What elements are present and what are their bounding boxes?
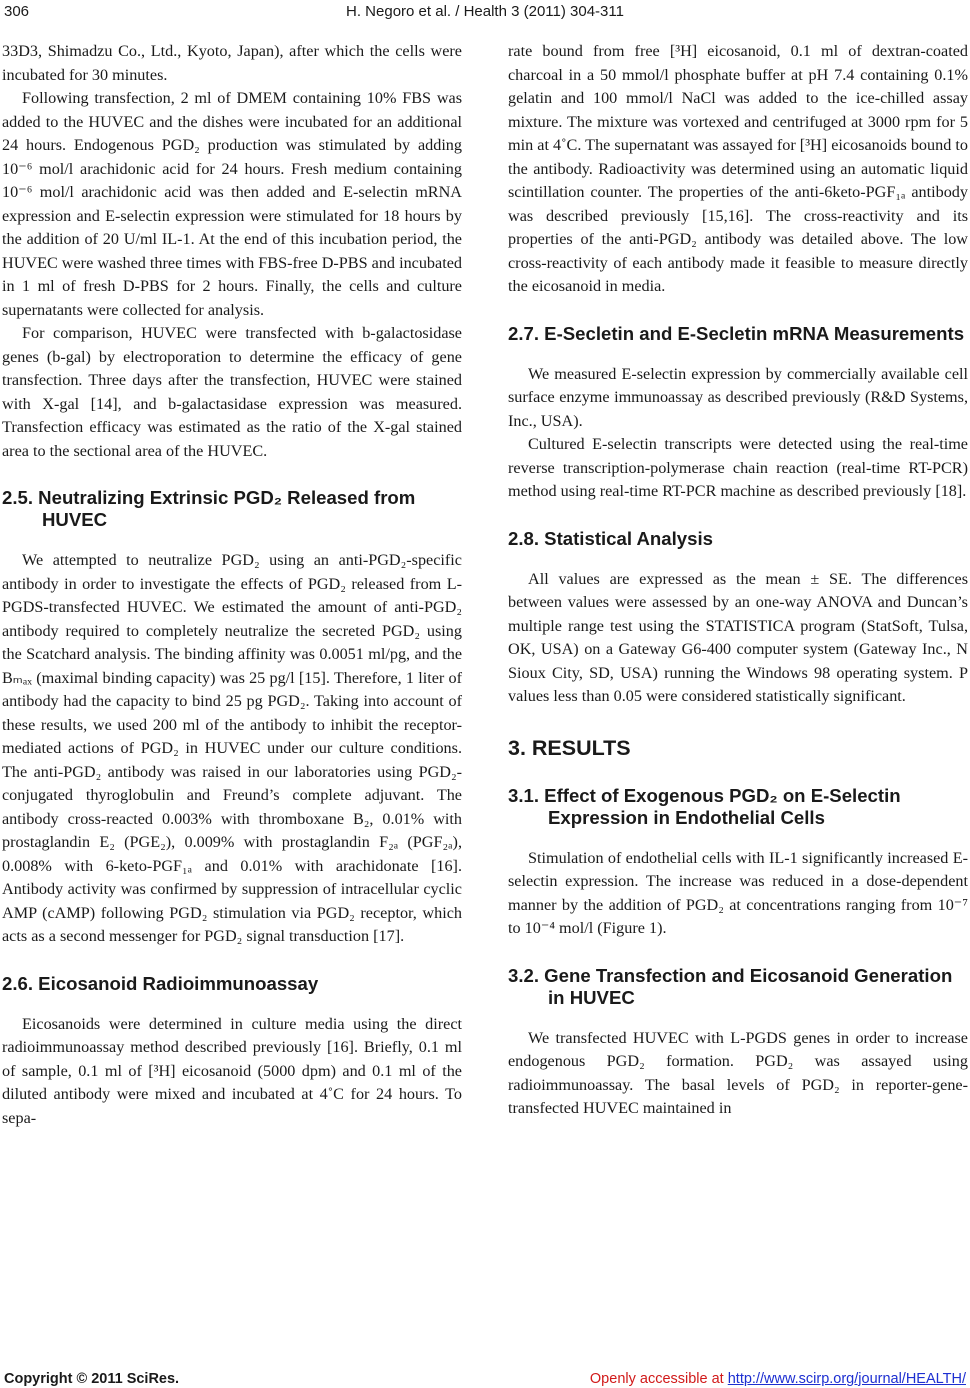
paragraph: We attempted to neutralize PGD₂ using an anti-PGD₂-specific antibody in order to investigate the effects of PGD₂ released from L-PGDS-transfected HUVEC. We estimated the amount of anti-PGD₂ antibody required to completely neutralize the secreted PGD₂ using the Scatchard analysis. The binding affinity was 0.0051 ml/pg, and the Bₘₐₓ (maximal binding capacity) was 25 pg/l [15]. Therefore, 1 liter of antibody had the capacity to bind 25 pg PGD₂. Taking into account of these results, we used 200 ml of the antibody to inhibit the receptor-mediated actions of PGD₂ in HUVEC under our culture conditions. The anti-PGD₂ antibody was raised in our laboratories using PGD₂-conjugated thyroglobulin and Freund’s complete adjuvant. The antibody cross-reacted 0.003% with thromboxane B₂, 0.01% with prostaglandin E₂ (PGE₂), 0.009% with prostaglandin F₂ₐ (PGF₂ₐ), 0.008% with 6-keto-PGF₁ₐ and 0.01% with arachidonate [16]. Antibody activity was confirmed by suppression of intracellular cyclic AMP (cAMP) following PGD₂ stimulation via PGD₂ receptor, which acts as a second messenger for PGD₂ signal transduction [17]. xyxy=(2,551,462,945)
paragraph: We transfected HUVEC with L-PGDS genes in order to increase endogenous PGD₂ formation. PGD₂ was assayed using radioimmunoassay. The basal levels of PGD₂ in reporter-gene-transfected HUVEC maintained in xyxy=(508,1028,968,1117)
paragraph: Stimulation of endothelial cells with IL-1 significantly increased E-selectin expression. The increase was reduced in a dose-dependent manner by the addition of PGD₂ at concentrations ranging from 10⁻⁷ to 10⁻⁴ mol/l (Figure 1). xyxy=(508,848,968,937)
footer-access-prefix: Openly accessible at xyxy=(589,1371,728,1387)
section-heading-2-6: 2.6. Eicosanoid Radioimmunoassay xyxy=(2,972,319,994)
paragraph: Eicosanoids were determined in culture media using the direct radioimmunoassay method described previously [16]. Briefly, 0.1 ml of sample, 0.1 ml of [³H] eicosanoid (5000 dpm) and 0.1 ml of the diluted antibody were mixed and incubated at 4˚C for 24 hours. To sepa- xyxy=(2,1014,462,1127)
footer-access xyxy=(590,1371,966,1387)
journal-link[interactable]: http://www.scirp.org/journal/HEALTH/ xyxy=(727,1371,966,1387)
section-heading-results: 3. RESULTS xyxy=(508,735,631,760)
footer-copyright: Copyright © 2011 SciRes. xyxy=(4,1371,180,1387)
page-number: 306 xyxy=(4,3,30,20)
right-column xyxy=(508,40,968,1121)
paragraph: rate bound from free [³H] eicosanoid, 0.1 ml of dextran-coated charcoal in a 50 mmol/l phosphate buffer at pH 7.4 containing 0.1% gelatin and 100 mmol/l NaCl was added to the ice-chilled assay mixture. The mixture was vortexed and centrifuged at 3000 rpm for 5 min at 4˚C. The supernatant was assayed for [³H] eicosanoids bound to the antibody. Radioactivity was determined using an automatic liquid scintillation counter. The properties of the anti-6keto-PGF₁ₐ antibody was described previously [15,16]. The cross-reactivity and its properties of the anti-PGD₂ antibody was detailed above. The low cross-reactivity of each antibody made it feasible to measure directly the eicosanoid in media. xyxy=(508,42,968,295)
paragraph: Cultured E-selectin transcripts were detected using the real-time reverse transcription-polymerase chain reaction (real-time RT-PCR) method using real-time RT-PCR machine as described previously [18]. xyxy=(508,435,968,500)
section-heading-3-1: 3.1. Effect of Exogenous PGD₂ on E-Selectin Expression in Endothelial Cells xyxy=(508,784,901,828)
paragraph: For comparison, HUVEC were transfected with b-galactosidase genes (b-gal) by electroporation to determine the efficacy of gene transfection. Three days after the transfection, HUVEC were stained with X-gal [14], and b-galactasidase expression was measured. Transfection efficacy was estimated as the ratio of the X-gal stained area to the sectional area of the HUVEC. xyxy=(2,324,462,460)
paragraph: All values are expressed as the mean ± SE. The differences between values were assessed by an one-way ANOVA and Duncan’s multiple range test using the STATISTICA program (StatSoft, Tulsa, OK, USA) on a Gateway G6-400 computer system (Gateway Inc., N Sioux City, SD, USA) running the Windows 98 operating system. P values less than 0.05 were considered statistically significant. xyxy=(508,569,968,705)
running-title: H. Negoro et al. / Health 3 (2011) 304-311 xyxy=(346,3,624,20)
paragraph: We measured E-selectin expression by commercially available cell surface enzyme immunoassay as described previously (R&D Systems, Inc., USA). xyxy=(508,364,968,430)
paragraph: Following transfection, 2 ml of DMEM containing 10% FBS was added to the HUVEC and the dishes were incubated for an additional 24 hours. Endogenous PGD₂ production was stimulated by adding 10⁻⁶ mol/l arachidonic acid for 24 hours. Fresh medium containing 10⁻⁶ mol/l arachidonic acid was then added and E-selectin mRNA expression and E-selectin expression were stimulated for 18 hours by the addition of 20 U/ml IL-1. At the end of this incubation period, the HUVEC were washed three times with FBS-free D-PBS and incubated in 1 ml of fresh D-PBS for 2 hours. Finally, the cells and culture supernatants were collected for analysis. xyxy=(2,89,462,319)
section-heading-3-2: 3.2. Gene Transfection and Eicosanoid Generation in HUVEC xyxy=(508,964,953,1008)
section-heading-2-8: 2.8. Statistical Analysis xyxy=(508,527,713,549)
paragraph: 33D3, Shimadzu Co., Ltd., Kyoto, Japan), after which the cells were incubated for 30 minutes. xyxy=(2,42,462,84)
section-heading-2-7: 2.7. E-Secletin and E-Secletin mRNA Measurements xyxy=(508,322,965,344)
left-column xyxy=(2,40,462,1130)
section-heading-2-5: 2.5. Neutralizing Extrinsic PGD₂ Released from HUVEC xyxy=(2,487,416,530)
